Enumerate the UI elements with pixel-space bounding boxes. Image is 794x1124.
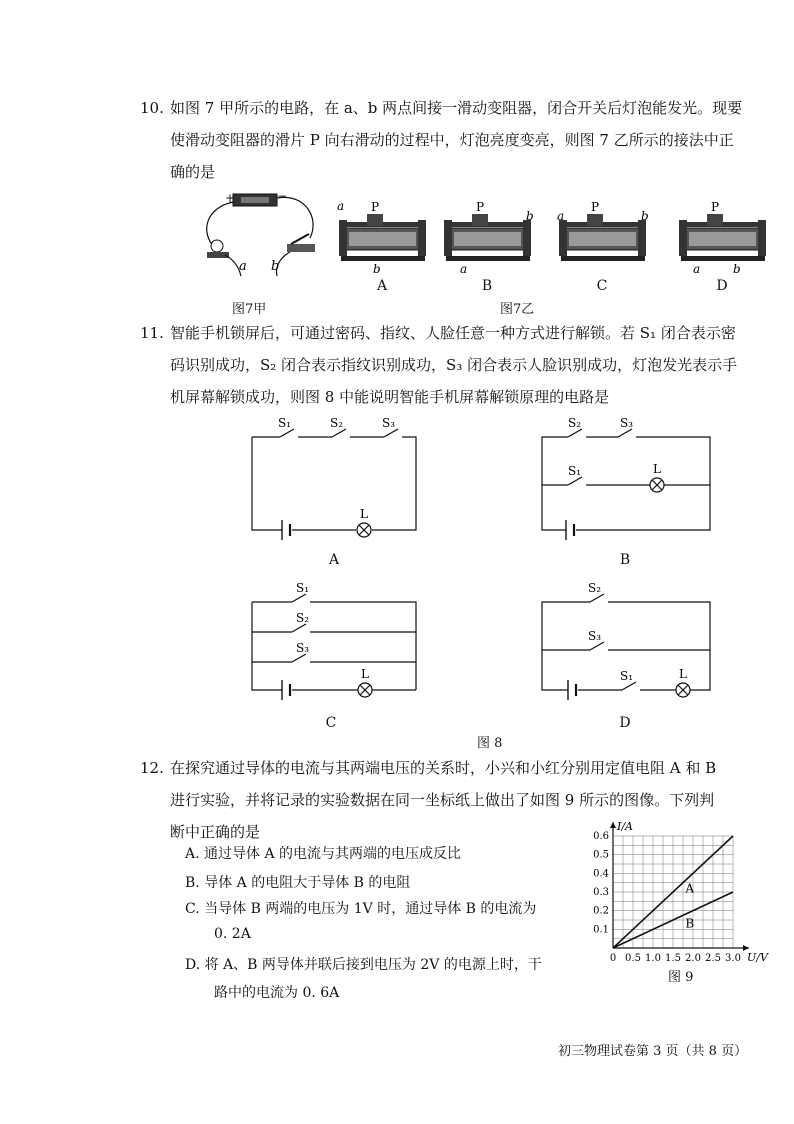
- question-text-line: 码识别成功，S₂ 闭合表示指纹识别成功，S₃ 闭合表示人脸识别成功，灯泡发光表示手: [170, 356, 738, 374]
- question-number: 10.: [140, 99, 164, 117]
- figure-7-jia-caption: 图7甲: [232, 302, 267, 317]
- figure-9-chart: [585, 815, 770, 970]
- lamp-icon: [676, 683, 690, 697]
- question-text-line: 确的是: [170, 163, 216, 181]
- y-tick-label: 0.5: [593, 849, 609, 861]
- slider-p-label: P: [371, 200, 380, 214]
- switch-s1-label: S₁: [568, 464, 582, 478]
- point-a-label: a: [693, 262, 701, 276]
- point-b-label: b: [526, 209, 534, 223]
- point-b-label: b: [373, 262, 381, 276]
- option-label-A: A: [376, 278, 388, 294]
- circuit-diagram-B: [530, 415, 720, 545]
- battery-icon: [282, 520, 290, 540]
- question-text-line: 进行实验，并将记录的实验数据在同一坐标纸上做出了如图 9 所示的图像。下列判: [170, 791, 715, 809]
- svg-text:+: +: [225, 191, 236, 205]
- lamp-l-label: L: [653, 462, 661, 476]
- switch-s1-label: S₁: [296, 581, 310, 595]
- y-tick-label: 0.4: [593, 868, 609, 880]
- point-b-label: b: [641, 209, 649, 223]
- x-axis-label: U/V: [747, 951, 768, 964]
- figure-8-caption: 图 8: [477, 736, 503, 751]
- x-tick-label: 2.5: [705, 953, 721, 964]
- figure-7-yi-caption: 图7乙: [500, 302, 535, 317]
- series-label-A: A: [685, 881, 695, 896]
- lamp-l-label: L: [360, 507, 368, 521]
- lamp-l-label: L: [361, 667, 369, 681]
- x-tick-label: 2.0: [685, 953, 701, 964]
- point-a-label: a: [239, 259, 247, 274]
- point-a-label: a: [557, 209, 565, 223]
- circuit-diagram-D: [530, 578, 720, 708]
- switch-s2-label: S₂: [588, 581, 602, 595]
- option-label-B: B: [481, 278, 493, 294]
- switch-s3-label: S₃: [382, 416, 396, 430]
- circuit-diagram-A: [240, 415, 430, 545]
- point-a-label: a: [337, 199, 345, 213]
- battery-icon: [568, 680, 576, 700]
- lamp-icon: [357, 523, 371, 537]
- switch-s3-label: S₃: [588, 629, 602, 643]
- page-footer: 初三物理试卷第 3 页（共 8 页）: [558, 1044, 748, 1059]
- switch-s2-label: S₂: [296, 611, 310, 625]
- lamp-icon: [650, 478, 664, 492]
- point-b-label: b: [271, 259, 280, 274]
- x-tick-label: 0.5: [625, 953, 641, 964]
- option-A: A. 通过导体 A 的电流与其两端的电压成反比: [185, 846, 462, 862]
- y-tick-label: 0.6: [593, 831, 609, 842]
- question-10: [140, 92, 780, 188]
- lamp-icon: [358, 683, 372, 697]
- option-label-A: A: [328, 552, 340, 568]
- question-text-line: 断中正确的是: [170, 823, 261, 841]
- point-a-label: a: [460, 262, 468, 276]
- option-D: D. 将 A、B 两导体并联后接到电压为 2V 的电源上时，干: [185, 957, 542, 973]
- figure-7-jia-circuit: [195, 188, 325, 283]
- slider-p-label: P: [591, 200, 600, 214]
- question-text-line: 智能手机锁屏后，可通过密码、指纹、人脸任意一种方式进行解锁。若 S₁ 闭合表示密: [170, 324, 736, 342]
- switch-s1-label: S₁: [620, 669, 634, 683]
- figure-9-caption: 图 9: [668, 970, 694, 985]
- question-number: 11.: [140, 324, 164, 342]
- x-tick-label: 0: [609, 953, 617, 964]
- series-label-B: B: [685, 916, 695, 931]
- y-axis-arrow: [610, 822, 616, 828]
- option-D-continued: 路中的电流为 0. 6A: [214, 985, 340, 1001]
- y-axis-label: I/A: [617, 820, 633, 833]
- option-C-continued: 0. 2A: [214, 926, 251, 942]
- x-tick-label: 1.0: [645, 953, 661, 964]
- battery-icon: [566, 520, 574, 540]
- switch-s3-label: S₃: [620, 416, 634, 430]
- rheostat-option-D: [675, 198, 770, 280]
- option-label-B: B: [619, 552, 631, 568]
- y-tick-label: 0.1: [593, 924, 609, 936]
- option-label-C: C: [325, 715, 337, 731]
- question-11: [140, 317, 780, 413]
- svg-text:−: −: [277, 189, 288, 203]
- rheostat-option-B: [440, 198, 535, 280]
- question-number: 12.: [140, 759, 164, 777]
- switch-s1-label: S₁: [278, 416, 292, 430]
- switch-s2-label: S₂: [330, 416, 344, 430]
- x-tick-label: 3.0: [725, 953, 741, 964]
- switch-s3-label: S₃: [296, 641, 310, 655]
- point-b-label: b: [733, 262, 741, 276]
- option-label-D: D: [619, 715, 631, 731]
- rheostat-option-C: [555, 198, 650, 280]
- circuit-diagram-C: [240, 578, 430, 708]
- question-text-line: 使滑动变阻器的滑片 P 向右滑动的过程中，灯泡亮度变亮，则图 7 乙所示的接法中正: [170, 131, 734, 149]
- slider-p-label: P: [476, 200, 485, 214]
- question-text-line: 在探究通过导体的电流与其两端电压的关系时，小兴和小红分别用定值电阻 A 和 B: [170, 759, 717, 777]
- option-label-C: C: [596, 278, 608, 294]
- question-text-line: 如图 7 甲所示的电路，在 a、b 两点间接一滑动变阻器，闭合开关后灯泡能发光。现要: [170, 99, 743, 117]
- y-tick-label: 0.2: [593, 905, 609, 917]
- y-tick-label: 0.3: [593, 887, 609, 898]
- slider-p-label: P: [711, 200, 720, 214]
- battery-icon: [282, 680, 290, 700]
- x-tick-label: 1.5: [665, 953, 681, 964]
- option-C: C. 当导体 B 两端的电压为 1V 时，通过导体 B 的电流为: [185, 901, 537, 917]
- lamp-l-label: L: [679, 667, 687, 681]
- rheostat-option-A: [335, 198, 430, 280]
- option-label-D: D: [716, 278, 728, 294]
- question-text-line: 机屏幕解锁成功，则图 8 中能说明智能手机屏幕解锁原理的电路是: [170, 388, 610, 406]
- option-B: B. 导体 A 的电阻大于导体 B 的电阻: [185, 875, 411, 891]
- switch-s2-label: S₂: [568, 416, 582, 430]
